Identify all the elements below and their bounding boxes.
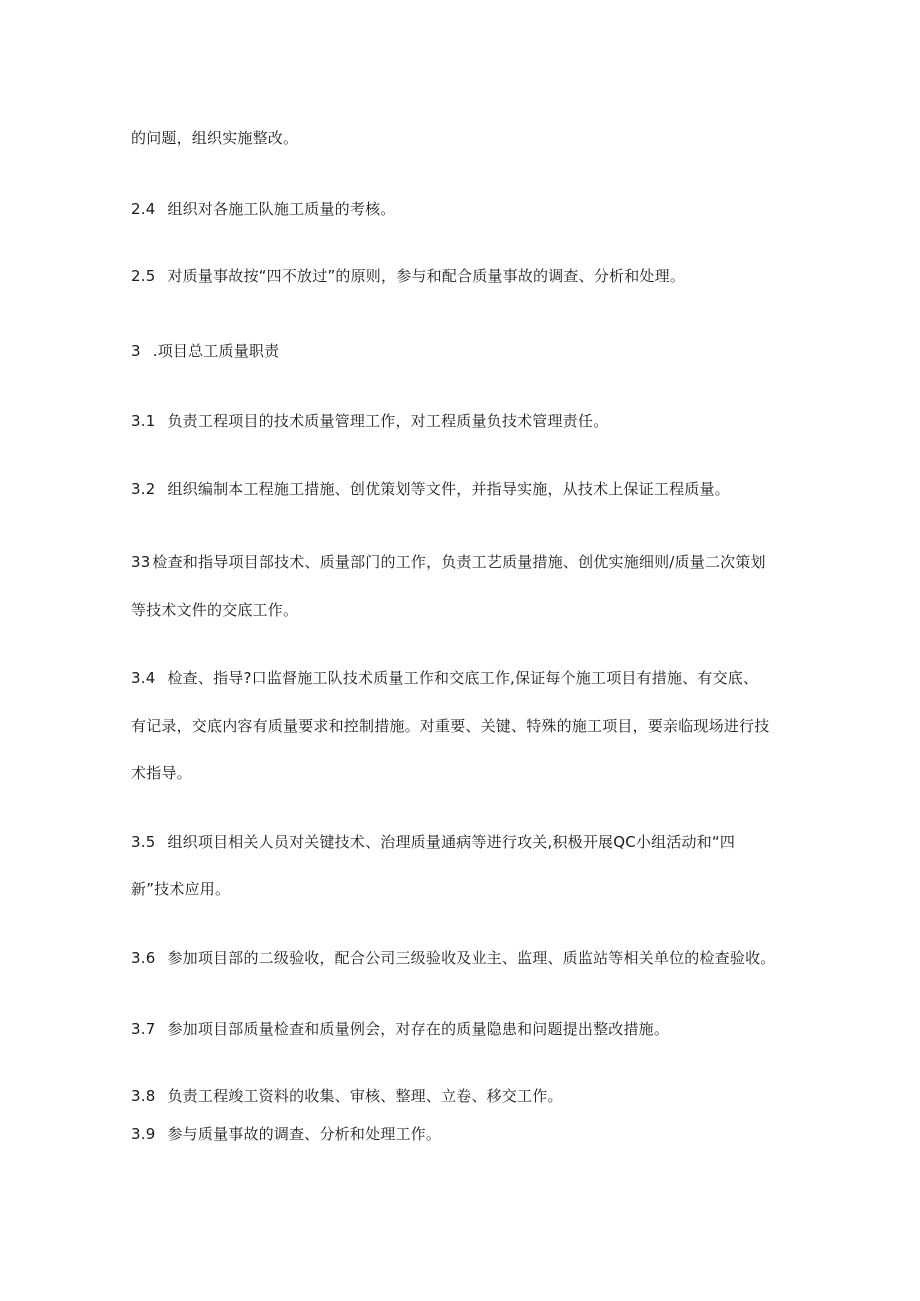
clause-3-2	[131, 479, 791, 499]
clause-2-5	[131, 266, 791, 286]
clause-number: 2.4	[131, 200, 156, 218]
paragraph-line	[131, 128, 791, 148]
clause-text: 术指导。	[131, 764, 192, 782]
clause-text: 有记录，交底内容有质量要求和控制措施。对重要、关键、特殊的施工项目，要亲临现场进行技	[131, 717, 770, 735]
clause-3-4	[131, 668, 791, 688]
clause-text: 参加项目部质量检查和质量例会，对存在的质量隐患和问题提出整改措施。	[167, 1020, 670, 1038]
clause-text: 新”技术应用。	[131, 880, 231, 898]
clause-text: 检查和指导项目部技术、质量部门的工作，负责工艺质量措施、创优实施细则/质量二次策划	[152, 553, 766, 571]
clause-number: 3.9	[131, 1125, 156, 1143]
clause-text: 参加项目部的二级验收，配合公司三级验收及业主、监理、质监站等相关单位的检查验收。	[167, 949, 776, 967]
clause-number: 3.1	[131, 412, 156, 430]
section-heading-3	[131, 341, 791, 361]
clause-3-5	[131, 832, 791, 852]
section-title: .项目总工质量职责	[152, 342, 280, 360]
clause-3-5-continued	[131, 879, 791, 899]
clause-number: 2.5	[131, 267, 156, 285]
clause-3-8	[131, 1086, 791, 1106]
clause-number: 3.5	[131, 833, 156, 851]
clause-3-4-continued	[131, 716, 791, 736]
clause-text: 参与质量事故的调查、分析和处理工作。	[167, 1125, 442, 1143]
clause-text: 等技术文件的交底工作。	[131, 601, 299, 619]
clause-text: 负责工程竣工资料的收集、审核、整理、立卷、移交工作。	[167, 1087, 563, 1105]
clause-number: 3.7	[131, 1020, 156, 1038]
clause-number: 3.6	[131, 949, 156, 967]
clause-3-3	[131, 552, 791, 572]
clause-text: 负责工程项目的技术质量管理工作，对工程质量负技术管理责任。	[167, 412, 609, 430]
clause-3-4-continued	[131, 763, 791, 783]
clause-text: 组织项目相关人员对关键技术、治理质量通病等进行攻关,积极开展QC小组活动和“四	[167, 833, 736, 851]
clause-text: 对质量事故按“四不放过”的原则，参与和配合质量事故的调查、分析和处理。	[167, 267, 686, 285]
clause-number: 33	[131, 553, 151, 571]
clause-text: 组织编制本工程施工措施、创优策划等文件，并指导实施，从技术上保证工程质量。	[167, 480, 730, 498]
clause-3-6	[131, 948, 791, 968]
clause-3-3-continued	[131, 600, 791, 620]
clause-2-4	[131, 199, 791, 219]
clause-number: 3.4	[131, 669, 156, 687]
clause-text: 检查、指导?口监督施工队技术质量工作和交底工作,保证每个施工项目有措施、有交底、	[167, 669, 759, 687]
section-number: 3	[131, 342, 141, 360]
clause-text: 组织对各施工队施工质量的考核。	[167, 200, 396, 218]
clause-number: 3.2	[131, 480, 156, 498]
clause-3-9	[131, 1124, 791, 1144]
clause-number: 3.8	[131, 1087, 156, 1105]
line-text: 的问题，组织实施整改。	[131, 129, 299, 147]
clause-3-1	[131, 411, 791, 431]
clause-3-7	[131, 1019, 791, 1039]
